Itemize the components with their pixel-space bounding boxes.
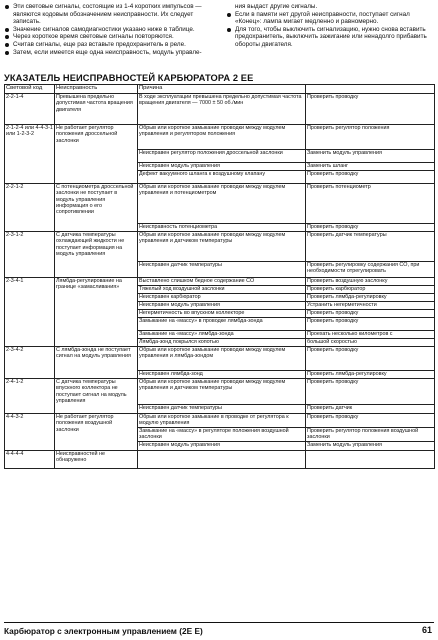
intro-bullet-text: Эти световые сигналы, состоящие из 1-4 коротких импульсов — являются кодовым обозначением неисправности. Их следует записать.	[13, 3, 202, 26]
cell-fault: Неисправностей не обнаружено	[55, 451, 138, 469]
bullet-dot-icon	[227, 13, 231, 17]
cell-fault: С датчика температуры охлаждающей жидкости не поступает информация на модуль управления	[55, 232, 138, 278]
cell-remedy: Проверить проводку	[306, 94, 435, 125]
bullet-dot-icon	[5, 51, 9, 55]
cell-cause: Неисправен лямбда-зонд	[138, 371, 306, 379]
bullet-dot-icon	[5, 35, 9, 39]
intro-bullet	[226, 11, 434, 26]
table-row	[5, 94, 435, 125]
intro-bullet	[4, 26, 222, 34]
cell-remedy: Заменить модуль управления	[306, 150, 435, 163]
intro-bullet	[4, 41, 222, 49]
cell-cause: Обрыв или короткое замыкание проводки между модулем управления и потенциометром	[138, 184, 306, 224]
cell-fault: Не работает регулятор положения воздушной заслонки	[55, 414, 138, 451]
intro-bullet-text: Для того, чтобы выключить сигнализацию, нужно снова вставить предохранитель, выключить зажигание или ненадолго прибавить обороты двигателя.	[235, 25, 427, 48]
header-code: Световой код	[5, 85, 55, 94]
table-row	[5, 347, 435, 371]
cell-remedy: Проверить регулятор положения воздушной заслонки	[306, 428, 435, 442]
cell-remedy: Проверить проводку	[306, 414, 435, 428]
intro-text	[4, 3, 434, 75]
cell-remedy: Проверить проводку	[306, 310, 435, 318]
cell-cause: Обрыв или короткое замыкание проводки между модулем управления и датчиком температуры	[138, 232, 306, 262]
header-remedy	[306, 85, 435, 94]
cell-fault: С лямбда-зонда не поступает сигнал на модуль управления	[55, 347, 138, 379]
cell-fault: Не работает регулятор положения дроссельной заслонки	[55, 125, 138, 184]
cell-cause: Обрыв или короткое замыкание проводки между модулем управления и датчиком температуры	[138, 379, 306, 405]
page-number: 61	[421, 625, 432, 635]
cell-remedy: большой скоростью	[306, 339, 435, 347]
cell-remedy: Заменить модуль управления	[306, 442, 435, 451]
cell-cause: В ходе эксплуатации превышена предельно допустимая частота вращения двигателя — 7000 ± 50 об./мин	[138, 94, 306, 125]
cell-cause: Обрыв или короткое замыкание в проводке от регулятора к модулю управления	[138, 414, 306, 428]
header-fault: Неисправность	[55, 85, 138, 94]
intro-bullet	[226, 3, 434, 11]
cell-cause: Неисправен регулятор положения дроссельной заслонки	[138, 150, 306, 163]
cell-remedy: Проверить проводку	[306, 318, 435, 331]
cell-remedy: Проверить потенциометр	[306, 184, 435, 224]
intro-bullet	[4, 49, 222, 57]
cell-remedy: Заменить шланг	[306, 163, 435, 171]
cell-cause: Лямбда-зонд покрылся копотью	[138, 339, 306, 347]
cell-cause: Неисправен модуль управления	[138, 302, 306, 310]
table-row	[5, 125, 435, 150]
cell-cause: Неисправен датчик температуры	[138, 405, 306, 414]
cell-fault: Лямбда-регулирование на границе «замасливания»	[55, 278, 138, 347]
cell-remedy: Проверить датчик температуры	[306, 232, 435, 262]
cell-cause	[138, 451, 306, 469]
cell-fault: Превышена предельно допустимая частота вращения двигателя	[55, 94, 138, 125]
cell-cause: Дефект вакуумного шланга к воздушному клапану	[138, 171, 306, 184]
cell-cause: Замыкание на «массу» в регуляторе положения воздушной заслонки	[138, 428, 306, 442]
table-row	[5, 379, 435, 405]
intro-bullet-text: Затем, если имеется еще одна неисправность, модуль управле-	[13, 48, 202, 56]
cell-fault: С потенциометра дроссельной заслонки не поступает в модуль управления информация о его сопротивлении	[55, 184, 138, 232]
header-cause: Причина	[138, 85, 306, 94]
intro-bullet	[4, 3, 222, 26]
footer-title: Карбюратор с электронным управлением (2E E)	[4, 626, 203, 636]
bullet-dot-icon	[5, 5, 9, 9]
table-row	[5, 278, 435, 286]
table-row	[5, 451, 435, 469]
cell-light-code: 2-1-2-4 или 4-4-3-1 или 1-2-3-2	[5, 125, 55, 184]
cell-cause: Замыкание на «массу» в проводке лямбда-зонда	[138, 318, 306, 331]
cell-cause: Обрыв или короткое замыкание проводки между модулем управления и лямбда-зондом	[138, 347, 306, 371]
cell-cause: Неисправен модуль управления	[138, 442, 306, 451]
cell-remedy: Проверить датчик	[306, 405, 435, 414]
cell-cause: Замыкание на «массу» лямбда-зонда	[138, 331, 306, 339]
cell-remedy: Проверить проводку	[306, 224, 435, 232]
intro-left-column	[4, 3, 222, 56]
cell-fault: С датчика температуры впускного коллектора не поступает сигнал на модуль управления	[55, 379, 138, 414]
cell-light-code: 2-2-1-4	[5, 94, 55, 125]
cell-cause: Неисправен датчик температуры	[138, 262, 306, 278]
table-row	[5, 232, 435, 262]
bullet-dot-icon	[5, 43, 9, 47]
cell-remedy: Проверить проводку	[306, 379, 435, 405]
cell-cause: Неисправен модуль управления	[138, 163, 306, 171]
intro-bullet-text: Значение сигналов самодиагностики указано ниже в таблице.	[13, 25, 195, 33]
cell-light-code: 2-3-4-2	[5, 347, 55, 379]
intro-right-column	[226, 3, 434, 49]
intro-bullet	[4, 33, 222, 41]
bullet-dot-icon	[227, 28, 231, 32]
cell-cause: Неисправность потенциометра	[138, 224, 306, 232]
cell-remedy: Устранить негерметичности	[306, 302, 435, 310]
cell-remedy	[306, 451, 435, 469]
cell-cause: Тяжелый ход воздушной заслонки	[138, 286, 306, 294]
cell-cause: Обрыв или короткое замыкание проводки между модулем управления и регулятором положения	[138, 125, 306, 150]
intro-bullet	[226, 26, 434, 49]
table-row	[5, 184, 435, 224]
cell-light-code: 4-4-3-2	[5, 414, 55, 451]
cell-cause: Неисправен карбюратор	[138, 294, 306, 302]
cell-light-code: 2-3-1-2	[5, 232, 55, 278]
table-row	[5, 414, 435, 428]
table-header-row	[5, 85, 435, 94]
cell-cause: Негерметичность во впускном коллекторе	[138, 310, 306, 318]
cell-light-code: 2-3-4-1	[5, 278, 55, 347]
intro-bullet-text: Считав сигналы, еще раз вставьте предохранитель в реле.	[13, 40, 186, 48]
page-footer	[4, 622, 434, 637]
fault-code-table	[4, 84, 435, 469]
cell-remedy: Проверить лямбда-регулировку	[306, 371, 435, 379]
cell-remedy: Проверить карбюратор	[306, 286, 435, 294]
cell-light-code: 2-4-1-2	[5, 379, 55, 414]
cell-remedy: Проверить проводку	[306, 171, 435, 184]
section-heading: УКАЗАТЕЛЬ НЕИСПРАВНОСТЕЙ КАРБЮРАТОРА 2 EE	[4, 73, 254, 83]
cell-cause: Выставлено слишком бедное содержание CO	[138, 278, 306, 286]
bullet-dot-icon	[5, 28, 9, 32]
cell-remedy: Проверить регулятор положения	[306, 125, 435, 150]
table-body	[5, 94, 435, 469]
intro-bullet-text: Через короткое время световые сигналы повторяются.	[13, 33, 174, 41]
cell-remedy: Проверить проводку	[306, 347, 435, 371]
cell-light-code: 4-4-4-4	[5, 451, 55, 469]
cell-remedy: Проверить регулировку содержания CO, при необходимости отрегулировать	[306, 262, 435, 278]
cell-remedy: Проверить лямбда-регулировку	[306, 294, 435, 302]
cell-remedy: Проехать несколько километров с	[306, 331, 435, 339]
cell-light-code: 2-2-1-2	[5, 184, 55, 232]
intro-bullet-text: ния выдаст другие сигналы.	[235, 3, 318, 10]
intro-bullet-text: Если в памяти нет другой неисправности, поступает сигнал «Конец»: лампа мигает медленно и равномерно.	[235, 10, 410, 26]
cell-remedy: Проверить воздушную заслонку	[306, 278, 435, 286]
